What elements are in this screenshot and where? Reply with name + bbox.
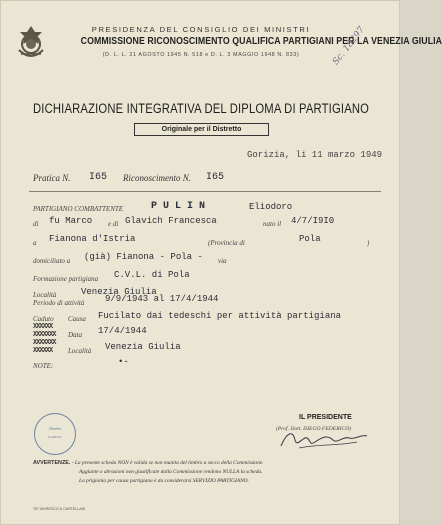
localita2-label: Località (68, 347, 92, 355)
provincia-label: (Provincia di (208, 239, 245, 247)
avvertenze-label: AVVERTENZE. (33, 460, 71, 466)
stamp-line-1: Timbro (48, 426, 62, 431)
riconoscimento-value: I65 (206, 172, 225, 183)
formation-value: C.V.L. di Pola (114, 270, 190, 280)
avvertenze-line-1 (33, 460, 264, 466)
pencil-note: Sc. 18297 (331, 25, 367, 68)
pratica-label: Pratica N. (33, 173, 71, 183)
domicile-value: (già) Fianona - Pola - (84, 252, 203, 262)
header-commission: COMMISSIONE RICONOSCIMENTO QUALIFICA PARTIGIANI PER LA VENEZIA GIULIA (80, 36, 442, 47)
domiciliato-label: domiciliato a (33, 257, 71, 265)
struck-text-3: XXXXXXX (33, 339, 56, 347)
periodo-label: Periodo di attività (33, 299, 85, 307)
president-title: IL PRESIDENTE (299, 414, 352, 421)
provincia-close: ) (367, 239, 370, 247)
name-value: Eliodoro (249, 202, 293, 212)
note-value: •- (118, 357, 129, 367)
struck-text-4: XXXXXX (33, 347, 53, 355)
death-date-value: 17/4/1944 (98, 326, 147, 336)
footer-line-3: La prigionia per causa partigiana è da considerarsi SERVIZIO PARTIGIANO. (79, 478, 249, 484)
formazione-label: Formazione partigiana (33, 275, 99, 283)
printer-credit: TIP. MORESCO & CARTELLANI (33, 507, 86, 511)
mother-value: Glavich Francesca (125, 216, 217, 226)
riconoscimento-label: Riconoscimento N. (123, 173, 191, 183)
data-label: Data (68, 331, 82, 339)
e-di-label: e di (108, 220, 119, 228)
note-label: NOTE: (33, 362, 54, 370)
di-label: di (33, 220, 39, 228)
president-name: (Prof. Dott. DIEGO FEDERICO) (276, 426, 352, 432)
copy-label: Originale per il Distretto (134, 123, 269, 136)
cause-value: Fucilato dai tedeschi per attività partigiana (98, 311, 342, 321)
pratica-value: I65 (89, 172, 108, 183)
struck-text-2: XXXXXXX (33, 331, 56, 339)
footer-line-2: Aggiunte o abrasioni non giustificate dalla Commissione rendono NULLA la scheda. (79, 469, 263, 475)
period-value: 9/9/1943 al 17/4/1944 (105, 294, 219, 304)
document-title: DICHIARAZIONE INTEGRATIVA DEL DIPLOMA DI PARTIGIANO (33, 101, 370, 116)
header-decree: (D. L. L. 21 AGOSTO 1945 N. 518 e D. L. 3 MAGGIO 1948 N. 833) (102, 52, 300, 58)
death-place-value: Venezia Giulia (105, 342, 181, 352)
struck-text-1: XXXXXX (33, 323, 53, 331)
place-date (247, 150, 382, 160)
nato-il-label: nato il (263, 220, 282, 228)
separator-line (29, 191, 381, 192)
footer-line-1: - La presente scheda NON è valida se non munita del timbro a secco della Commissione. (71, 460, 264, 466)
caduto-label: Caduto (33, 315, 54, 323)
a-label: a (33, 239, 37, 247)
header-presidency: PRESIDENZA DEL CONSIGLIO DEI MINISTRI (91, 25, 311, 34)
location-value: Venezia Giulia (81, 287, 157, 297)
localita-label: Località (33, 291, 57, 299)
dry-stamp (34, 413, 76, 455)
president-signature (277, 426, 369, 452)
province-value: Pola (299, 234, 321, 244)
birth-place-value: Fianona d'Istria (49, 234, 136, 244)
partigiano-label: PARTIGIANO COMBATTENTE (33, 205, 124, 213)
causa-label: Causa (68, 315, 86, 323)
place-date-text: Gorizia, li 11 marzo 1949 (247, 150, 383, 160)
surname-value: P U L I N (151, 201, 206, 212)
birth-date-value: 4/7/I9I0 (291, 216, 335, 226)
stamp-line-2: a secco (48, 434, 62, 439)
father-value: fu Marco (49, 216, 93, 226)
via-label: via (218, 257, 227, 265)
